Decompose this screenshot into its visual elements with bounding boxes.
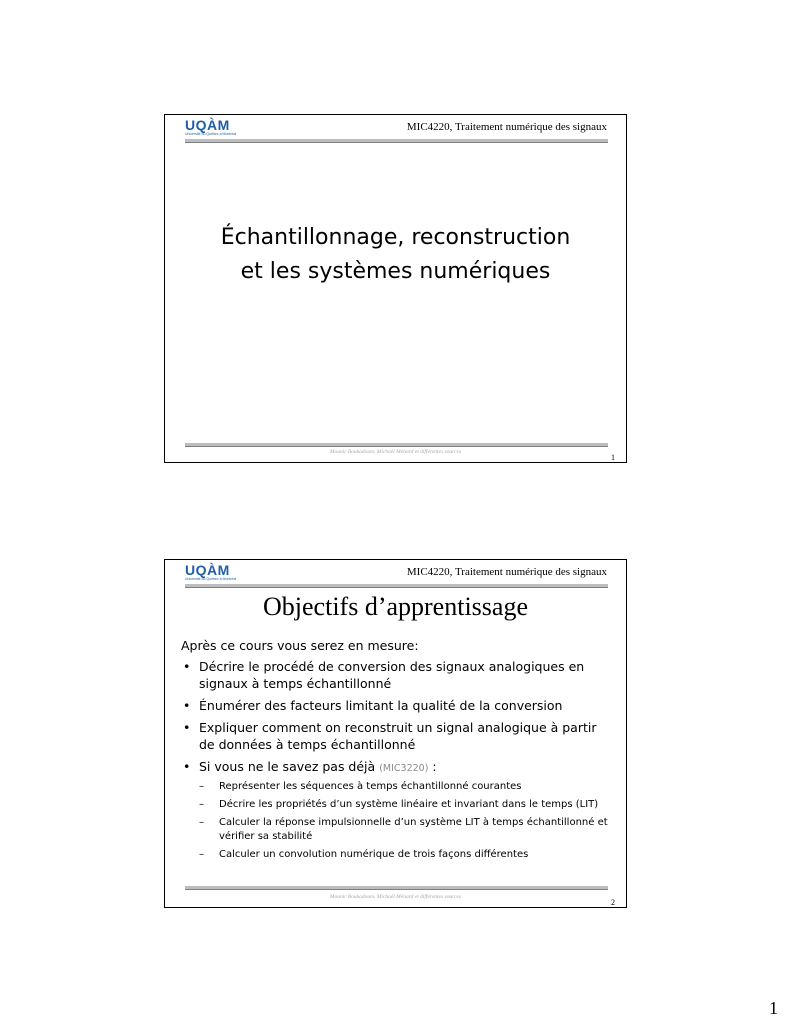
- course-header: MIC4220, Traitement numérique des signaux: [406, 566, 607, 578]
- slide-content: [181, 637, 614, 867]
- footer-divider: [185, 443, 608, 447]
- sublist-item: – Calculer la réponse impulsionnelle d’un système LIT à temps échantillonné et vérifier sa stabilité: [199, 816, 614, 844]
- uqam-logo: [185, 563, 245, 583]
- prerequisites-sublist: [199, 780, 614, 862]
- slide-title: Objectifs d’apprentissage: [263, 592, 528, 621]
- footer-divider: [185, 886, 608, 890]
- list-item: • Expliquer comment on reconstruit un signal analogique à partir de données à temps échantillonné: [181, 719, 614, 753]
- slide-title-line-2: et les systèmes numériques: [240, 259, 551, 284]
- slide-2: [164, 559, 627, 908]
- prerequisite-text: Si vous ne le savez pas déjà: [199, 759, 376, 774]
- logo-subtitle: Université du Québec à Montréal: [185, 577, 237, 581]
- header-divider: [185, 139, 608, 143]
- sublist-item: – Calculer un convolution numérique de trois façons différentes: [199, 848, 614, 862]
- list-item: • Décrire le procédé de conversion des signaux analogiques en signaux à temps échantillonné: [181, 658, 614, 692]
- footer-credit: Mounir Boukadoum, Michaël Ménard et différentes sources: [329, 894, 462, 900]
- course-reference: (MIC3220): [379, 763, 429, 774]
- logo-text: UQÀM: [185, 117, 230, 133]
- objectives-list: [181, 658, 614, 862]
- footer-credit: Mounir Boukadoum, Michaël Ménard et différentes sources: [329, 449, 462, 455]
- uqam-logo: [185, 118, 245, 138]
- sheet-page-number: 1: [769, 998, 778, 1018]
- sublist-item: – Décrire les propriétés d’un système linéaire et invariant dans le temps (LIT): [199, 798, 614, 812]
- list-item-prerequisites: [181, 758, 614, 862]
- course-header: MIC4220, Traitement numérique des signaux: [406, 121, 607, 133]
- slide-title-line-1: Échantillonnage, reconstruction: [220, 225, 571, 250]
- intro-text: Après ce cours vous serez en mesure:: [181, 638, 419, 653]
- slide-page-number: 2: [611, 898, 615, 907]
- logo-text: UQÀM: [185, 562, 230, 578]
- slide-1: [164, 114, 627, 463]
- sublist-item: – Représenter les séquences à temps échantillonné courantes: [199, 780, 614, 794]
- logo-subtitle: Université du Québec à Montréal: [185, 132, 237, 136]
- slide-page-number: 1: [611, 453, 615, 462]
- slide-title: [165, 221, 626, 289]
- header-divider: [185, 584, 608, 588]
- prerequisite-colon: :: [432, 759, 437, 774]
- list-item: • Énumérer des facteurs limitant la qualité de la conversion: [181, 697, 614, 714]
